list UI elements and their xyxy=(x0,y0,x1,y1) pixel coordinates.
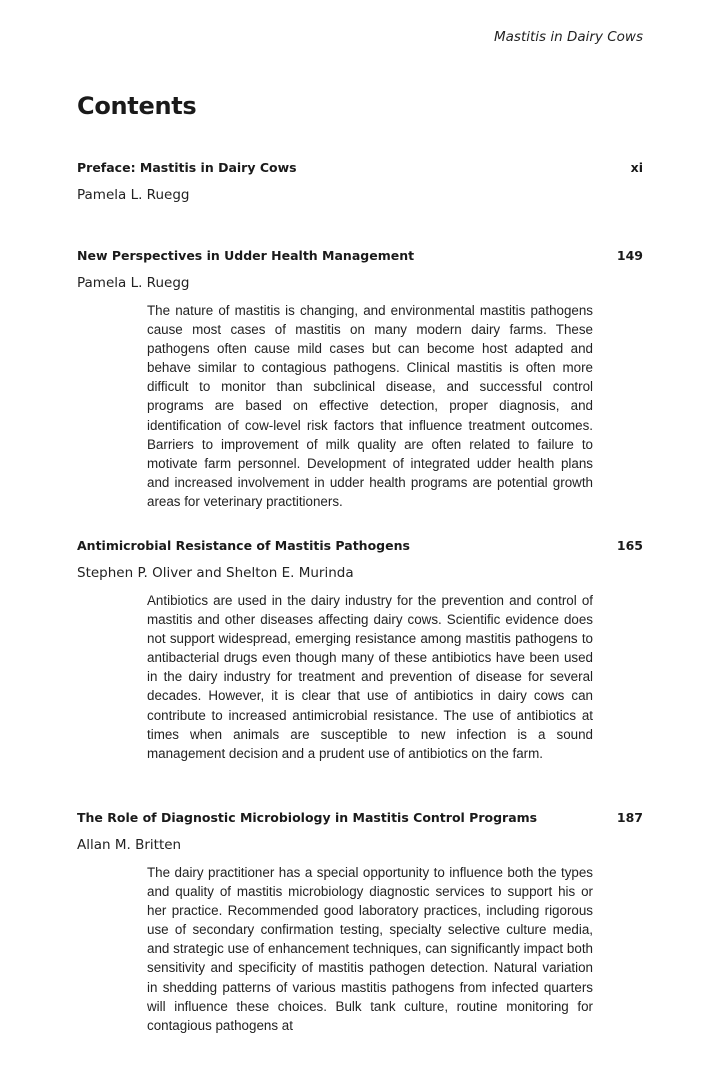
toc-entry-title[interactable]: The Role of Diagnostic Microbiology in Mastitis Control Programs xyxy=(77,810,538,825)
toc-entry-abstract: The nature of mastitis is changing, and environmental mastitis pathogens cause most cases of mastitis on many modern dairy farms. These pathogens often cause mild cases but can become host adapted and behave similar to contagious pathogens. Clinical mastitis is often more difficult to monitor than subclinical disease, and successful control programs are based on effective detection, proper diagnosis, and identification of cow-level risk factors that influence treatment outcomes. Barriers to improvement of milk quality are often related to failure to motivate farm personnel. Development of integrated udder health plans and increased involvement in udder health programs are potential growth areas for veterinary practitioners. xyxy=(147,303,593,509)
toc-entry-author: Stephen P. Oliver and Shelton E. Murinda xyxy=(77,565,354,581)
toc-entry-udder-health xyxy=(77,246,643,511)
toc-entry-diagnostic-microbiology xyxy=(77,808,643,1035)
toc-entry-antimicrobial-resistance xyxy=(77,536,643,763)
toc-entry-author: Pamela L. Ruegg xyxy=(77,187,190,203)
toc-entry-title-row xyxy=(77,246,643,266)
page-title: Contents xyxy=(77,92,197,120)
toc-entry-page-number: 187 xyxy=(616,810,643,825)
toc-entry-title[interactable]: Antimicrobial Resistance of Mastitis Pathogens xyxy=(77,538,410,553)
toc-entry-abstract: Antibiotics are used in the dairy industry for the prevention and control of mastitis and other diseases affecting dairy cows. Scientific evidence does not support widespread, emerging resistance among mastitis pathogens to antibacterial drugs even though many of these antibiotics have been used in the dairy industry for treatment and prevention of disease for several decades. However, it is clear that use of antibiotics in dairy cows can contribute to increased antimicrobial resistance. The use of antibiotics at times when animals are susceptible to new infection is a sound management decision and a prudent use of antibiotics on the farm. xyxy=(147,593,593,761)
toc-entry-page-number: xi xyxy=(630,160,643,175)
toc-entry-page-number: 165 xyxy=(616,538,643,553)
toc-entry-preface xyxy=(77,158,643,205)
toc-entry-abstract: The dairy practitioner has a special opportunity to influence both the types and quality of mastitis microbiology diagnostic services to support his or her practice. Recommended good laboratory practices, including rigorous use of secondary confirmation testing, specialty selective culture media, and strategic use of enhancement techniques, can significantly impact both sensitivity and specificity of mastitis pathogen detection. Natural variation in shedding patterns of various mastitis pathogens from infected quarters will influence these choices. Bulk tank culture, routine monitoring for contagious pathogens at xyxy=(147,865,593,1033)
running-head: Mastitis in Dairy Cows xyxy=(494,29,643,45)
toc-entry-title-row xyxy=(77,808,643,828)
toc-entry-title[interactable]: Preface: Mastitis in Dairy Cows xyxy=(77,160,297,175)
toc-entry-page-number: 149 xyxy=(616,248,643,263)
toc-entry-author: Pamela L. Ruegg xyxy=(77,275,190,291)
toc-entry-title[interactable]: New Perspectives in Udder Health Management xyxy=(77,248,415,263)
toc-entry-author: Allan M. Britten xyxy=(77,837,182,853)
toc-entry-title-row xyxy=(77,158,643,178)
toc-entry-title-row xyxy=(77,536,643,556)
